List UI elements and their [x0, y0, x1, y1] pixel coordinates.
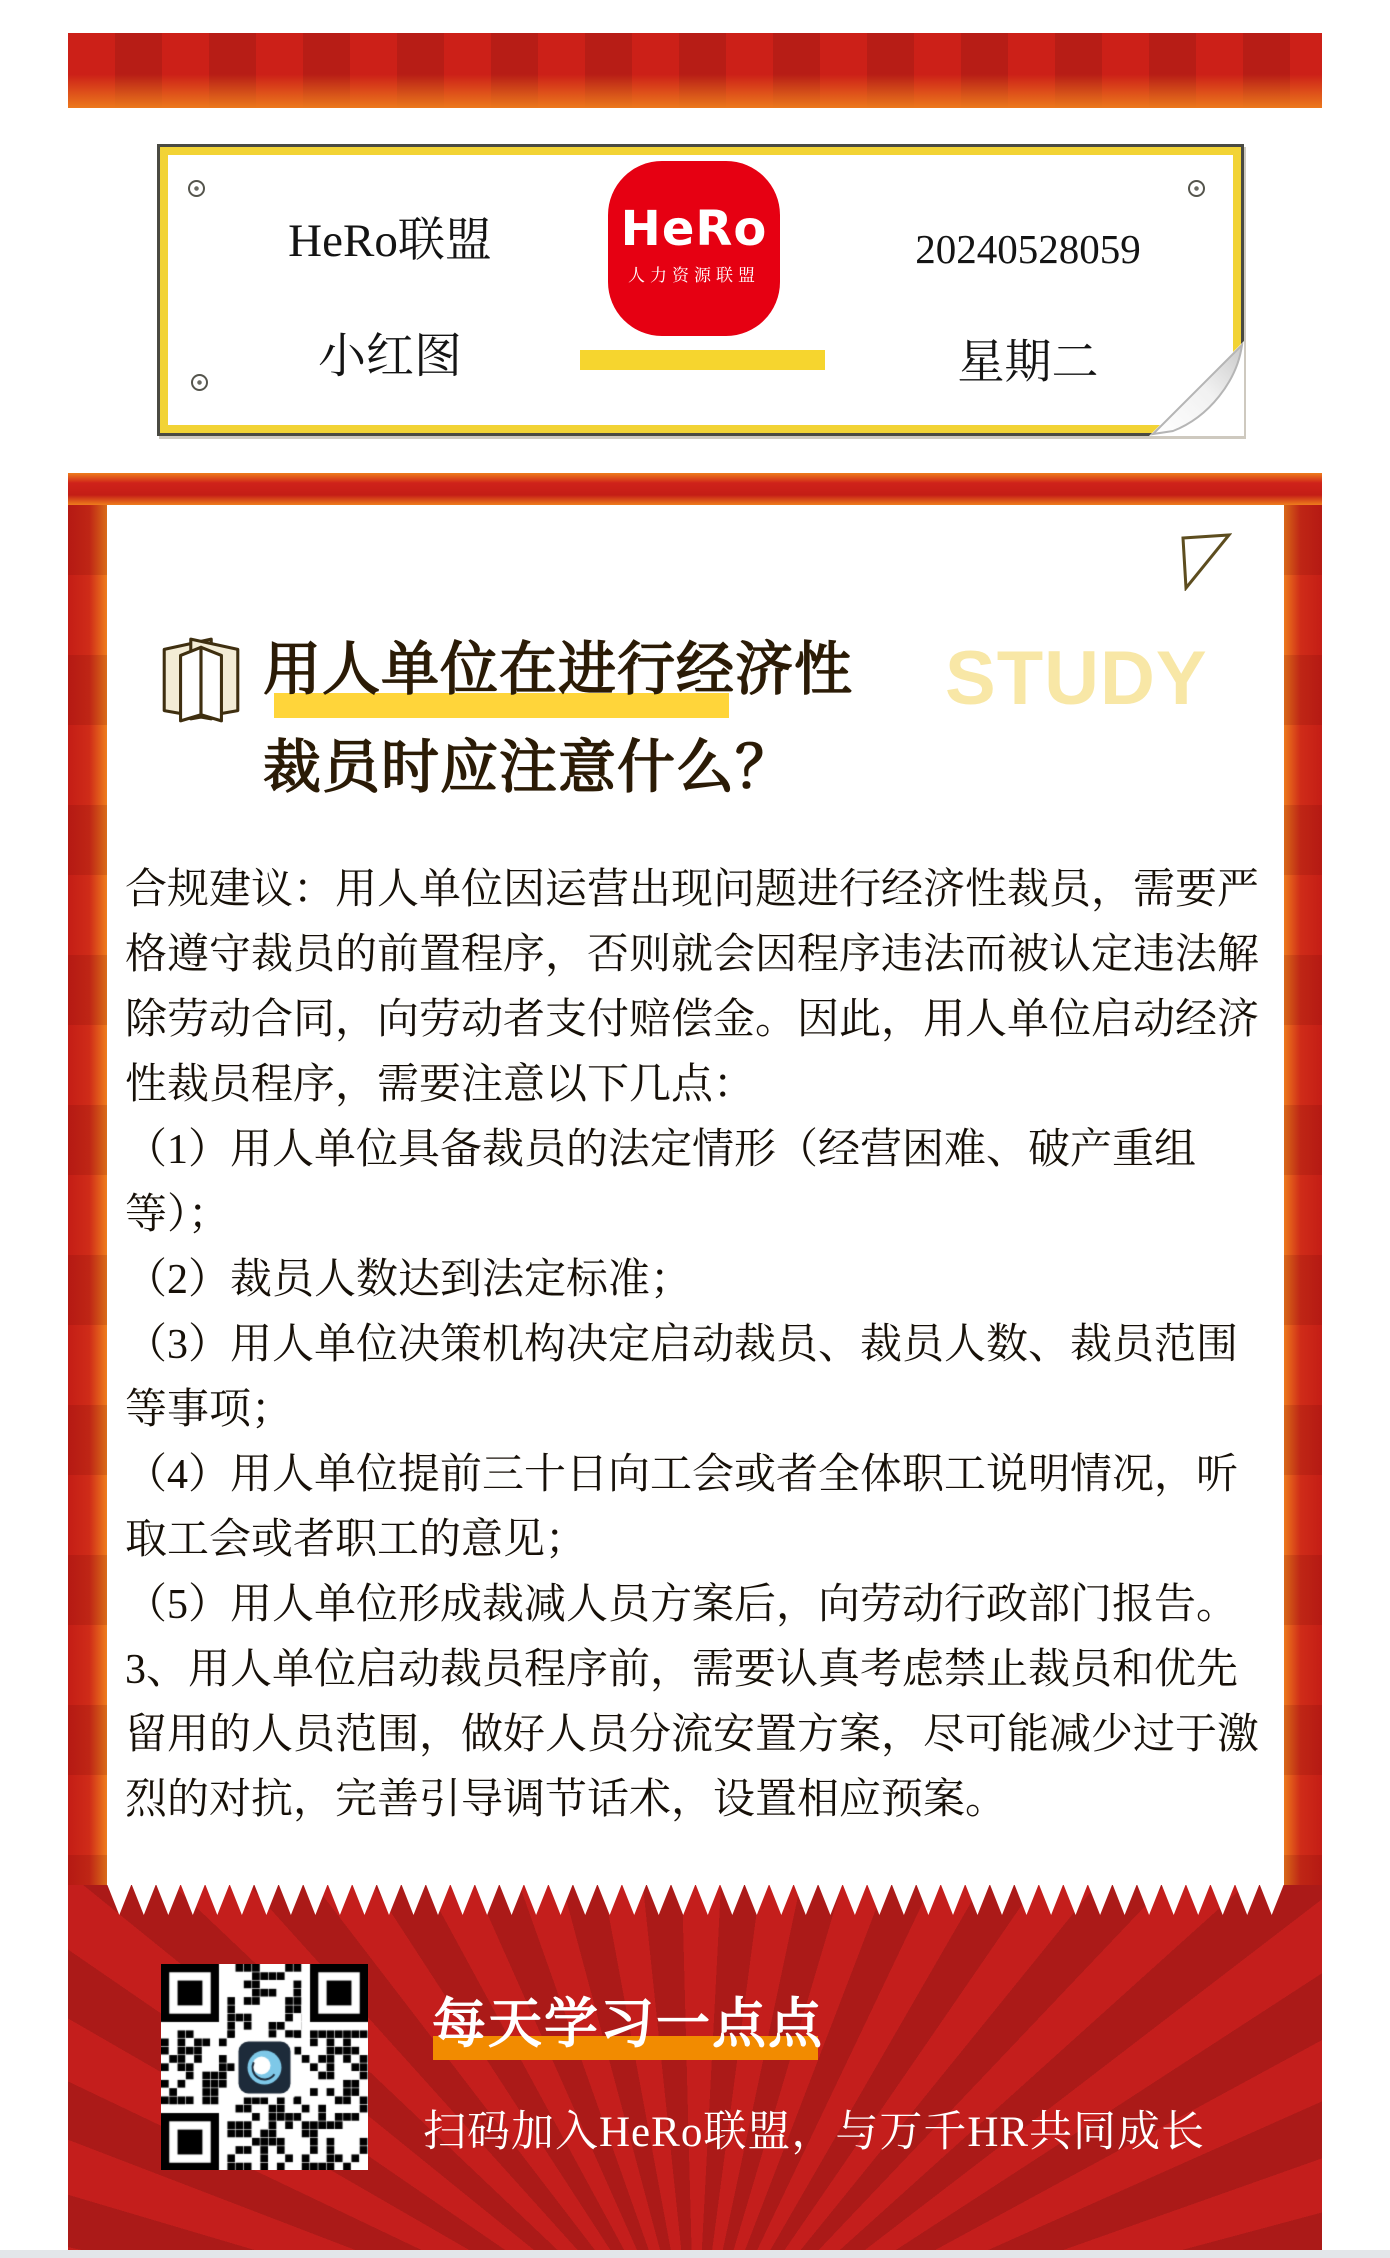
screw-icon [188, 180, 205, 197]
hero-logo-text: HeRo [620, 201, 768, 257]
body-text-line: （1）用人单位具备裁员的法定情形（经营困难、破产重组 [125, 1127, 1197, 1173]
brand-name: HeRo联盟 [288, 215, 492, 267]
screw-icon [191, 374, 208, 391]
study-watermark: STUDY [945, 636, 1208, 721]
article-title-line1: 用人单位在进行经济性 [263, 637, 854, 702]
article-body [125, 858, 1270, 1833]
body-text-line: （5）用人单位形成裁减人员方案后，向劳动行政部门报告。 [125, 1582, 1239, 1628]
brand-block [260, 215, 520, 386]
left-red-frame [68, 505, 107, 1885]
qr-code [161, 1964, 368, 2170]
body-text-line: 除劳动合同，向劳动者支付赔偿金。因此，用人单位启动经济 [125, 997, 1260, 1043]
body-text-line: （3）用人单位决策机构决定启动裁员、裁员人数、裁员范围 [125, 1322, 1239, 1368]
footer-headline: 每天学习一点点 [432, 1994, 824, 2054]
open-book-icon [158, 633, 244, 727]
body-text-line: 留用的人员范围，做好人员分流安置方案，尽可能减少过于激 [125, 1712, 1260, 1758]
body-text-line: （4）用人单位提前三十日向工会或者全体职工说明情况，听 [125, 1452, 1239, 1498]
issue-block [878, 225, 1178, 392]
body-text-line: 取工会或者职工的意见； [125, 1517, 588, 1563]
body-text-line: 烈的对抗，完善引导调节话术，设置相应预案。 [125, 1777, 1008, 1823]
body-text-line: 等）； [125, 1192, 231, 1238]
article-title-line2: 裁员时应注意什么？ [263, 735, 795, 800]
body-text-line: 格遵守裁员的前置程序，否则就会因程序违法而被认定违法解 [125, 932, 1260, 978]
body-text-line: 等事项； [125, 1387, 294, 1433]
footer-subline: 扫码加入HeRo联盟，与万千HR共同成长 [423, 2109, 1206, 2156]
body-text-line: 性裁员程序，需要注意以下几点： [125, 1062, 756, 1108]
footer-content [68, 1885, 1322, 2252]
body-text-line: 3、用人单位启动裁员程序前，需要认真考虑禁止裁员和优先 [125, 1647, 1239, 1693]
body-text-line: 合规建议：用人单位因运营出现问题进行经济性裁员，需要严 [125, 867, 1260, 913]
triangle-fold-icon [1180, 533, 1232, 591]
logo-underline-bar [580, 350, 825, 370]
body-text-line: （2）裁员人数达到法定标准； [125, 1257, 693, 1303]
page-curl-icon [1149, 341, 1244, 436]
top-red-band [68, 33, 1322, 108]
hero-logo-subtext: 人力资源联盟 [628, 266, 760, 286]
screw-icon [1188, 180, 1205, 197]
brand-subname: 小红图 [317, 330, 462, 383]
issue-number: 20240528059 [915, 226, 1141, 272]
right-red-frame [1283, 505, 1322, 1885]
hero-logo [608, 161, 780, 336]
issue-weekday: 星期二 [957, 337, 1099, 389]
middle-red-strip [68, 473, 1322, 505]
header-card [157, 144, 1244, 436]
article-card [107, 505, 1284, 1885]
